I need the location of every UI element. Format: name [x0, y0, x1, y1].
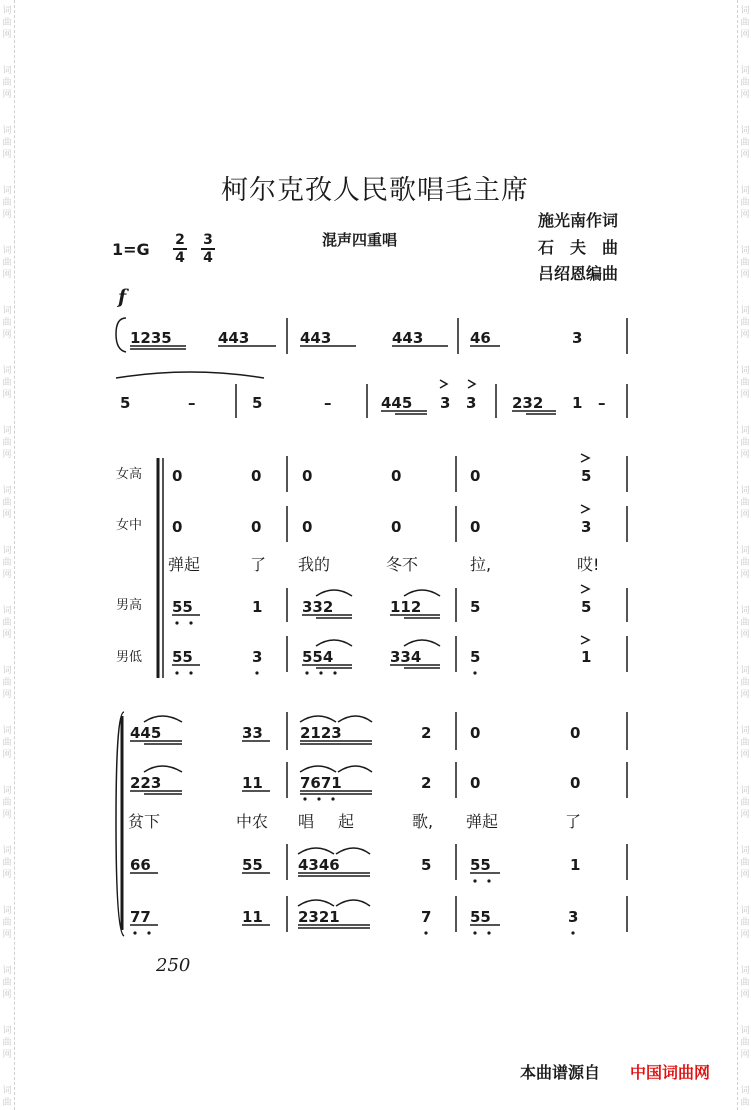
dynamic-marking: f — [118, 286, 127, 308]
watermark-char: 曲 — [2, 258, 12, 268]
slur — [300, 766, 336, 772]
watermark-char: 词 — [2, 906, 12, 916]
lyricist-credit: 施光南作词 — [538, 211, 619, 230]
watermark-char: 网 — [740, 870, 750, 880]
watermark-char: 曲 — [2, 498, 12, 508]
watermark-char: 曲 — [740, 138, 750, 148]
octave-dot — [189, 621, 192, 624]
slur — [298, 848, 334, 854]
watermark-char: 曲 — [740, 18, 750, 28]
watermark-char: 曲 — [740, 1098, 750, 1108]
watermark-char: 词 — [2, 6, 12, 16]
note-group: 5 — [581, 467, 592, 485]
watermark-char: 词 — [2, 426, 12, 436]
octave-dot — [333, 671, 336, 674]
note-group: 1235 — [130, 329, 172, 347]
brace-left — [116, 318, 126, 352]
watermark-char: 曲 — [2, 318, 12, 328]
voice-label-bass: 男低 — [116, 650, 143, 665]
watermark-char: 网 — [2, 930, 12, 940]
watermark-char: 网 — [2, 30, 12, 40]
octave-dot — [189, 671, 192, 674]
watermark-char: 词 — [2, 846, 12, 856]
watermark-char: 词 — [2, 1026, 12, 1036]
watermark-char: 词 — [2, 1086, 12, 1096]
watermark-char: 词 — [740, 546, 750, 556]
watermark-char: 曲 — [2, 1098, 12, 1108]
note-group: 334 — [390, 648, 422, 666]
octave-dot — [319, 671, 322, 674]
watermark-char: 曲 — [2, 558, 12, 568]
octave-dot — [147, 931, 150, 934]
watermark-char: 网 — [740, 750, 750, 760]
watermark-char: 词 — [740, 366, 750, 376]
watermark-char: 曲 — [740, 498, 750, 508]
watermark-char: 曲 — [740, 78, 750, 88]
accent-mark — [468, 380, 475, 388]
watermark-char: 网 — [2, 630, 12, 640]
slur — [144, 766, 182, 772]
watermark-char: 曲 — [740, 798, 750, 808]
octave-dot — [305, 671, 308, 674]
octave-dot — [331, 797, 334, 800]
watermark-char: 词 — [2, 606, 12, 616]
watermark-char: 词 — [740, 426, 750, 436]
note-group: 3 — [252, 648, 263, 666]
watermark-char: 词 — [740, 186, 750, 196]
note-group: 0 — [172, 467, 183, 485]
tie-arc — [116, 372, 264, 378]
slur — [300, 716, 336, 722]
octave-dot — [133, 931, 136, 934]
watermark-char: 词 — [740, 786, 750, 796]
accent-mark — [581, 454, 589, 462]
watermark-char: 曲 — [740, 978, 750, 988]
note-group: 443 — [300, 329, 332, 347]
note-group: 55 — [172, 598, 193, 616]
note-group: 3 — [568, 908, 579, 926]
watermark-char: 曲 — [2, 138, 12, 148]
note-group: 0 — [251, 518, 262, 536]
watermark-char: 网 — [2, 450, 12, 460]
watermark-char: 曲 — [2, 858, 12, 868]
watermark-char: 曲 — [2, 78, 12, 88]
time-sig-bottom: 4 — [175, 249, 185, 266]
note-group: 46 — [470, 329, 491, 347]
octave-dot — [175, 671, 178, 674]
watermark-char: 词 — [2, 786, 12, 796]
note-group: 4346 — [298, 856, 340, 874]
lyric: 贫下 — [128, 812, 161, 831]
octave-dot — [317, 797, 320, 800]
lyric: 中农 — [236, 812, 269, 831]
watermark-char: 网 — [740, 270, 750, 280]
note-group: 2321 — [298, 908, 340, 926]
lyric: 冬不 — [386, 555, 419, 574]
arranger-credit: 吕绍恩编曲 — [538, 264, 619, 283]
accent-mark — [581, 636, 589, 644]
octave-dot — [473, 671, 476, 674]
note-group: 2 — [421, 774, 432, 792]
watermark-char: 曲 — [2, 378, 12, 388]
watermark-char: 网 — [740, 450, 750, 460]
watermark-char: 曲 — [740, 858, 750, 868]
note-group: 1 — [581, 648, 592, 666]
watermark-char: 词 — [740, 666, 750, 676]
watermark-char: 网 — [2, 870, 12, 880]
watermark-char: 词 — [2, 66, 12, 76]
key-signature: 1=G — [112, 240, 150, 259]
note-group: 0 — [470, 467, 481, 485]
note-group: 0 — [470, 774, 481, 792]
time-sig-top: 2 — [175, 232, 185, 248]
watermark-char: 网 — [740, 30, 750, 40]
note-group: 5 — [470, 598, 481, 616]
note-group: 445 — [130, 724, 162, 742]
watermark-char: 网 — [740, 570, 750, 580]
octave-dot — [175, 621, 178, 624]
watermark-char: 网 — [2, 990, 12, 1000]
watermark-char: 曲 — [740, 678, 750, 688]
note-group: 554 — [302, 648, 334, 666]
watermark-char: 词 — [2, 366, 12, 376]
composer-credit: 石 夫 曲 — [538, 238, 619, 257]
sustain-dash: – — [598, 394, 606, 412]
watermark-char: 网 — [740, 990, 750, 1000]
watermark-char: 词 — [2, 546, 12, 556]
watermark-char: 词 — [740, 306, 750, 316]
lyric: 弹起 — [168, 555, 201, 574]
lyric: 我的 — [298, 555, 331, 574]
note-group: 0 — [302, 518, 313, 536]
note-group: 7 — [421, 908, 432, 926]
octave-dot — [487, 879, 490, 882]
watermark-char: 网 — [740, 1050, 750, 1060]
note-group: 11 — [242, 774, 263, 792]
watermark-char: 网 — [2, 90, 12, 100]
note-group: 443 — [218, 329, 250, 347]
lyric: 拉, — [470, 555, 492, 574]
note-group: 332 — [302, 598, 334, 616]
note-group: 5 — [581, 598, 592, 616]
song-title: 柯尔克孜人民歌唱毛主席 — [221, 175, 529, 206]
note-group: 55 — [242, 856, 263, 874]
watermark-char: 曲 — [2, 678, 12, 688]
note-group: 33 — [242, 724, 263, 742]
lyric: 歌, — [412, 812, 434, 831]
watermark-char: 曲 — [740, 618, 750, 628]
watermark-char: 曲 — [740, 378, 750, 388]
watermark-char: 网 — [2, 270, 12, 280]
note-group: 443 — [392, 329, 424, 347]
note-group: 5 — [470, 648, 481, 666]
note-group: 112 — [390, 598, 422, 616]
note-group: 66 — [130, 856, 151, 874]
note-group: 11 — [242, 908, 263, 926]
note-group: 5 — [252, 394, 263, 412]
watermark-char: 词 — [740, 246, 750, 256]
note-group: 1 — [570, 856, 581, 874]
slur — [404, 590, 440, 596]
slur — [298, 900, 334, 906]
watermark-char: 词 — [740, 1026, 750, 1036]
watermark-char: 曲 — [2, 738, 12, 748]
watermark-char: 网 — [2, 690, 12, 700]
accent-mark — [581, 585, 589, 593]
page-number: 250 — [156, 955, 191, 976]
watermark-char: 曲 — [2, 1038, 12, 1048]
octave-dot — [255, 671, 258, 674]
watermark-char: 网 — [2, 210, 12, 220]
note-group: 2 — [421, 724, 432, 742]
watermark-char: 网 — [740, 510, 750, 520]
watermark-char: 曲 — [2, 918, 12, 928]
watermark-char: 网 — [2, 570, 12, 580]
watermark-char: 网 — [2, 810, 12, 820]
slur — [338, 766, 372, 772]
note-group: 3 — [440, 394, 451, 412]
octave-dot — [473, 931, 476, 934]
watermark-char: 曲 — [740, 738, 750, 748]
time-sig-top: 3 — [203, 232, 213, 248]
lyric: 唱 — [298, 812, 315, 831]
voice-label-tenor: 男高 — [116, 598, 143, 613]
watermark-char: 词 — [2, 186, 12, 196]
note-group: 232 — [512, 394, 544, 412]
octave-dot — [424, 931, 427, 934]
note-group: 1 — [572, 394, 583, 412]
accent-mark — [581, 505, 589, 513]
watermark-char: 词 — [2, 246, 12, 256]
note-group: 1 — [252, 598, 263, 616]
note-group: 0 — [570, 724, 581, 742]
watermark-char: 网 — [2, 150, 12, 160]
watermark-char: 网 — [740, 690, 750, 700]
watermark-char: 曲 — [740, 438, 750, 448]
slur — [144, 716, 182, 722]
note-group: 0 — [251, 467, 262, 485]
watermark-char: 网 — [740, 330, 750, 340]
note-group: 55 — [470, 856, 491, 874]
watermark-char: 词 — [740, 606, 750, 616]
note-group: 2123 — [300, 724, 342, 742]
watermark-char: 词 — [740, 126, 750, 136]
note-group: 3 — [572, 329, 583, 347]
watermark-char: 网 — [740, 810, 750, 820]
source-label: 本曲谱源自 — [520, 1063, 601, 1082]
watermark-char: 曲 — [2, 438, 12, 448]
watermark-char: 词 — [2, 306, 12, 316]
watermark-char: 曲 — [740, 918, 750, 928]
note-group: 0 — [570, 774, 581, 792]
watermark-char: 曲 — [2, 798, 12, 808]
note-group: 445 — [381, 394, 413, 412]
note-group: 5 — [120, 394, 131, 412]
slur — [336, 848, 370, 854]
watermark-char: 曲 — [740, 1038, 750, 1048]
watermark-char: 网 — [2, 390, 12, 400]
watermark-char: 词 — [740, 726, 750, 736]
time-sig-bottom: 4 — [203, 249, 213, 266]
note-group: 0 — [391, 467, 402, 485]
slur — [316, 640, 352, 646]
watermark-char: 曲 — [740, 198, 750, 208]
voice-label-alto: 女中 — [116, 518, 143, 533]
lyric: 了 — [250, 555, 267, 574]
note-group: 3 — [581, 518, 592, 536]
watermark-char: 网 — [2, 330, 12, 340]
watermark-char: 网 — [2, 510, 12, 520]
watermark-char: 曲 — [2, 198, 12, 208]
slur — [404, 640, 440, 646]
octave-dot — [571, 931, 574, 934]
octave-dot — [303, 797, 306, 800]
slur — [336, 900, 370, 906]
note-group: 223 — [130, 774, 162, 792]
watermark-char: 曲 — [2, 978, 12, 988]
watermark-char: 曲 — [740, 558, 750, 568]
lyric: 哎! — [577, 555, 600, 574]
voice-label-soprano: 女高 — [116, 467, 143, 482]
watermark-char: 词 — [740, 966, 750, 976]
watermark-char: 词 — [2, 666, 12, 676]
octave-dot — [487, 931, 490, 934]
watermark-char: 网 — [740, 90, 750, 100]
note-group: 55 — [470, 908, 491, 926]
watermark-char: 曲 — [2, 18, 12, 28]
slur — [338, 716, 372, 722]
watermark-char: 曲 — [740, 258, 750, 268]
watermark-char: 词 — [740, 6, 750, 16]
watermark-char: 网 — [2, 1050, 12, 1060]
watermark-char: 曲 — [2, 618, 12, 628]
watermark-char: 词 — [740, 846, 750, 856]
octave-dot — [473, 879, 476, 882]
watermark-char: 曲 — [740, 318, 750, 328]
note-group: 3 — [466, 394, 477, 412]
accent-mark — [440, 380, 447, 388]
note-group: 0 — [302, 467, 313, 485]
watermark-char: 词 — [740, 66, 750, 76]
note-group: 0 — [172, 518, 183, 536]
watermark-char: 网 — [740, 630, 750, 640]
watermark-char: 词 — [740, 486, 750, 496]
sustain-dash: – — [324, 394, 332, 412]
note-group: 5 — [421, 856, 432, 874]
watermark-char: 网 — [740, 150, 750, 160]
lyric: 了 — [565, 812, 582, 831]
note-group: 55 — [172, 648, 193, 666]
note-group: 0 — [391, 518, 402, 536]
watermark-char: 网 — [740, 210, 750, 220]
source-site-link[interactable]: 中国词曲网 — [630, 1063, 711, 1082]
lyric: 弹起 — [466, 812, 499, 831]
lyric: 起 — [338, 812, 355, 831]
watermark-char: 词 — [2, 486, 12, 496]
watermark-char: 网 — [2, 750, 12, 760]
note-group: 7671 — [300, 774, 342, 792]
note-group: 0 — [470, 724, 481, 742]
sustain-dash: – — [188, 394, 196, 412]
arrangement-label: 混声四重唱 — [322, 231, 398, 249]
watermark-char: 词 — [2, 966, 12, 976]
watermark-char: 词 — [740, 1086, 750, 1096]
watermark-char: 词 — [740, 906, 750, 916]
watermark-char: 网 — [740, 390, 750, 400]
watermark-char: 词 — [2, 726, 12, 736]
slur — [316, 590, 352, 596]
watermark-char: 网 — [740, 930, 750, 940]
note-group: 0 — [470, 518, 481, 536]
watermark-char: 词 — [2, 126, 12, 136]
note-group: 77 — [130, 908, 151, 926]
